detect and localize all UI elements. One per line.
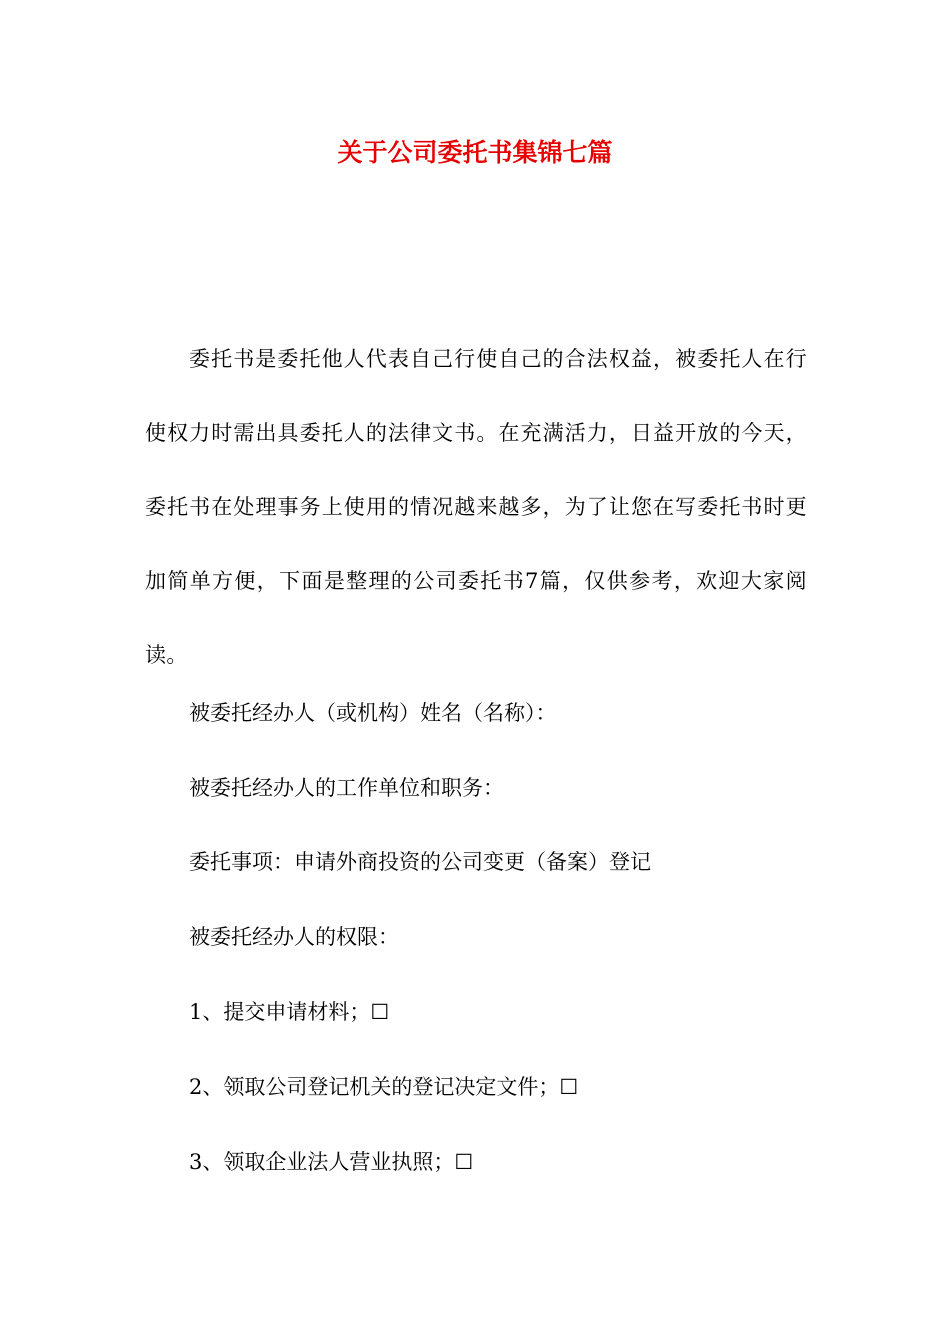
checkbox-icon[interactable]: ☐ — [370, 1000, 390, 1024]
field-entrusted-matter: 委托事项：申请外商投资的公司变更（备案）登记 — [189, 850, 651, 874]
permission-item — [189, 1071, 578, 1103]
intro-paragraph: 委托书是委托他人代表自己行使自己的合法权益，被委托人在行使权力时需出具委托人的法律文书。在充满活力，日益开放的今天，委托书在处理事务上使用的情况越来越多，为了让您在写委托书时更加简单方便，下面是整理的公司委托书7篇，仅供参考，欢迎大家阅读。 — [145, 347, 807, 667]
permission-item-text: 2、领取公司登记机关的登记决定文件； — [189, 1075, 560, 1099]
permission-item — [189, 1146, 473, 1178]
checkbox-icon[interactable]: ☐ — [454, 1150, 474, 1174]
field-agent-employer: 被委托经办人的工作单位和职务： — [189, 776, 504, 800]
checkbox-icon[interactable]: ☐ — [559, 1075, 579, 1099]
field-agent-permissions: 被委托经办人的权限： — [189, 925, 399, 949]
permission-item-text: 1、提交申请材料； — [189, 1000, 371, 1024]
permission-item — [189, 996, 389, 1028]
field-agent-name: 被委托经办人（或机构）姓名（名称）： — [189, 701, 557, 725]
permission-item-text: 3、领取企业法人营业执照； — [189, 1150, 455, 1174]
document-title: 关于公司委托书集锦七篇 — [337, 138, 613, 167]
